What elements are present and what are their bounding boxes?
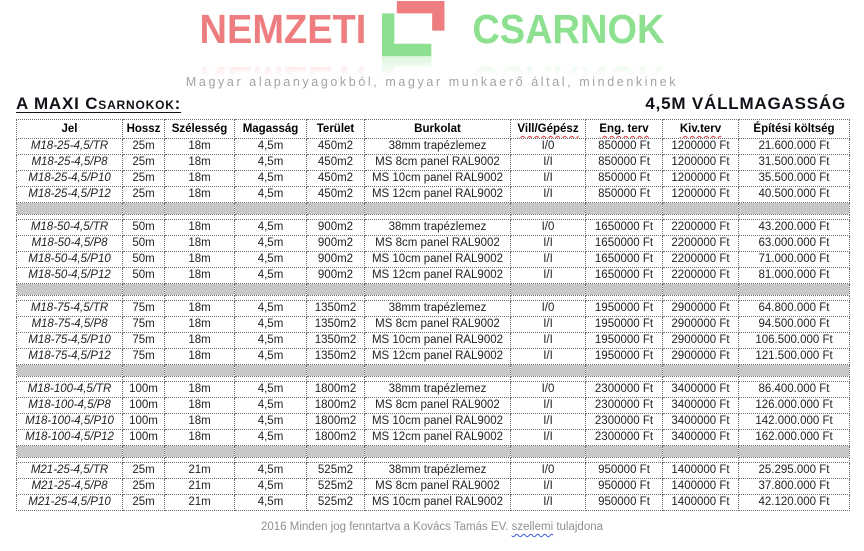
model-code-cell: M18-25-4,5/P8 [17, 155, 123, 171]
table-row [17, 479, 850, 495]
separator-cell [123, 284, 165, 296]
separator-cell [739, 203, 850, 215]
table-cell: 4,5m [235, 301, 307, 317]
table-cell: I/0 [511, 463, 586, 479]
separator-cell [235, 284, 307, 296]
table-cell: 2300000 Ft [586, 398, 663, 414]
table-cell: 1200000 Ft [663, 187, 739, 203]
separator-cell [307, 203, 365, 215]
table-cell: 94.500.000 Ft [739, 317, 850, 333]
table-cell: MS 8cm panel RAL9002 [365, 155, 511, 171]
table-cell: 71.000.000 Ft [739, 252, 850, 268]
table-row [17, 414, 850, 430]
separator-cell [365, 284, 511, 296]
separator-cell [739, 284, 850, 296]
table-cell: 525m2 [307, 495, 365, 511]
separator-cell [586, 284, 663, 296]
table-cell: 850000 Ft [586, 187, 663, 203]
table-cell: 18m [165, 382, 235, 398]
table-cell: I/I [511, 333, 586, 349]
table-cell: 1350m2 [307, 301, 365, 317]
separator-cell [123, 446, 165, 458]
group-separator-row [17, 203, 850, 215]
table-cell: 63.000.000 Ft [739, 236, 850, 252]
table-row [17, 171, 850, 187]
table-row [17, 495, 850, 511]
group-separator-row [17, 446, 850, 458]
table-cell: 18m [165, 155, 235, 171]
table-cell: 18m [165, 301, 235, 317]
table-cell: MS 12cm panel RAL9002 [365, 349, 511, 365]
table-cell: 2900000 Ft [663, 333, 739, 349]
copyright-footer [0, 521, 864, 533]
table-cell: I/I [511, 414, 586, 430]
table-cell: 4,5m [235, 236, 307, 252]
table-cell: 1950000 Ft [586, 349, 663, 365]
table-cell: 450m2 [307, 155, 365, 171]
separator-cell [17, 203, 123, 215]
table-cell: 2200000 Ft [663, 220, 739, 236]
section-title-left: A MAXI Csarnokok: [16, 94, 182, 113]
table-cell: 18m [165, 252, 235, 268]
footer-text-pre: 2016 Minden jog fenntartva a Kovács Tamás EV. [260, 521, 512, 533]
separator-cell [511, 446, 586, 458]
separator-cell [235, 446, 307, 458]
table-cell: 1950000 Ft [586, 301, 663, 317]
table-cell: 162.000.000 Ft [739, 430, 850, 446]
separator-cell [235, 365, 307, 377]
table-row [17, 317, 850, 333]
table-cell: 21.600.000 Ft [739, 139, 850, 155]
separator-cell [123, 203, 165, 215]
table-cell: 100m [123, 398, 165, 414]
table-cell: 25m [123, 479, 165, 495]
table-cell: MS 12cm panel RAL9002 [365, 268, 511, 284]
table-cell: 25m [123, 495, 165, 511]
table-cell: 3400000 Ft [663, 430, 739, 446]
model-code-cell: M18-50-4,5/P8 [17, 236, 123, 252]
table-cell: 4,5m [235, 252, 307, 268]
table-cell: I/I [511, 495, 586, 511]
table-cell: I/I [511, 398, 586, 414]
table-cell: 25m [123, 171, 165, 187]
table-row [17, 155, 850, 171]
column-header: Magasság [235, 120, 307, 139]
table-cell: 2900000 Ft [663, 317, 739, 333]
table-row [17, 220, 850, 236]
table-cell: 50m [123, 236, 165, 252]
table-cell: 142.000.000 Ft [739, 414, 850, 430]
table-cell: 950000 Ft [586, 479, 663, 495]
table-cell: MS 10cm panel RAL9002 [365, 414, 511, 430]
table-cell: 21m [165, 479, 235, 495]
separator-cell [17, 284, 123, 296]
model-code-cell: M18-25-4,5/TR [17, 139, 123, 155]
column-header: Szélesség [165, 120, 235, 139]
table-cell: MS 8cm panel RAL9002 [365, 398, 511, 414]
model-code-cell: M18-25-4,5/P12 [17, 187, 123, 203]
table-row [17, 333, 850, 349]
table-cell: 50m [123, 268, 165, 284]
table-cell: 1950000 Ft [586, 333, 663, 349]
pricing-table [16, 119, 850, 511]
table-row [17, 301, 850, 317]
table-cell: 37.800.000 Ft [739, 479, 850, 495]
table-cell: 2200000 Ft [663, 236, 739, 252]
table-cell: 2900000 Ft [663, 301, 739, 317]
logo [200, 2, 665, 58]
table-cell: 31.500.000 Ft [739, 155, 850, 171]
table-cell: 4,5m [235, 268, 307, 284]
table-cell: 21m [165, 463, 235, 479]
table-cell: 2300000 Ft [586, 430, 663, 446]
table-cell: 100m [123, 382, 165, 398]
table-cell: 75m [123, 349, 165, 365]
table-cell: 950000 Ft [586, 495, 663, 511]
table-cell: 450m2 [307, 187, 365, 203]
table-cell: 4,5m [235, 171, 307, 187]
table-cell: 4,5m [235, 479, 307, 495]
table-cell: 4,5m [235, 463, 307, 479]
table-cell: MS 12cm panel RAL9002 [365, 187, 511, 203]
table-cell: 900m2 [307, 236, 365, 252]
table-row [17, 382, 850, 398]
table-row [17, 398, 850, 414]
logo-word-csarnok: CSARNOK [472, 7, 665, 53]
table-cell: 1350m2 [307, 333, 365, 349]
table-cell: 4,5m [235, 187, 307, 203]
model-code-cell: M18-50-4,5/TR [17, 220, 123, 236]
model-code-cell: M21-25-4,5/P10 [17, 495, 123, 511]
table-cell: 18m [165, 139, 235, 155]
table-cell: 18m [165, 187, 235, 203]
table-cell: 50m [123, 220, 165, 236]
table-cell: 4,5m [235, 155, 307, 171]
separator-cell [307, 446, 365, 458]
table-cell: 450m2 [307, 139, 365, 155]
table-cell: 21m [165, 495, 235, 511]
model-code-cell: M18-100-4,5/P10 [17, 414, 123, 430]
table-cell: 25m [123, 463, 165, 479]
table-cell: I/I [511, 252, 586, 268]
separator-cell [511, 203, 586, 215]
table-cell: 81.000.000 Ft [739, 268, 850, 284]
table-cell: MS 8cm panel RAL9002 [365, 317, 511, 333]
separator-cell [235, 203, 307, 215]
table-row [17, 463, 850, 479]
table-cell: 1800m2 [307, 398, 365, 414]
table-cell: 18m [165, 220, 235, 236]
table-cell: 38mm trapézlemez [365, 382, 511, 398]
table-cell: 1200000 Ft [663, 139, 739, 155]
model-code-cell: M21-25-4,5/TR [17, 463, 123, 479]
column-header: Terület [307, 120, 365, 139]
table-cell: 75m [123, 333, 165, 349]
section-title-row [16, 94, 846, 114]
table-cell: 25.295.000 Ft [739, 463, 850, 479]
model-code-cell: M18-75-4,5/TR [17, 301, 123, 317]
table-cell: 525m2 [307, 479, 365, 495]
table-row [17, 430, 850, 446]
table-cell: 4,5m [235, 398, 307, 414]
table-cell: 4,5m [235, 349, 307, 365]
table-cell: MS 10cm panel RAL9002 [365, 252, 511, 268]
logo-mark-icon [382, 0, 456, 58]
table-cell: 18m [165, 430, 235, 446]
model-code-cell: M18-100-4,5/P8 [17, 398, 123, 414]
table-cell: I/I [511, 155, 586, 171]
separator-cell [365, 446, 511, 458]
table-cell: I/0 [511, 301, 586, 317]
table-cell: 1800m2 [307, 382, 365, 398]
table-cell: I/I [511, 187, 586, 203]
separator-cell [586, 203, 663, 215]
separator-cell [307, 284, 365, 296]
logo-tagline: Magyar alapanyagokból, magyar munkaerő által, mindenkinek [185, 75, 679, 89]
table-cell: 64.800.000 Ft [739, 301, 850, 317]
section-title-right: 4,5M VÁLLMAGASSÁG [645, 94, 846, 113]
model-code-cell: M18-50-4,5/P10 [17, 252, 123, 268]
separator-cell [165, 203, 235, 215]
column-header: Építési költség [739, 120, 850, 139]
separator-cell [511, 365, 586, 377]
separator-cell [165, 365, 235, 377]
table-cell: 450m2 [307, 171, 365, 187]
separator-cell [739, 365, 850, 377]
logo-header [0, 0, 864, 89]
table-cell: 3400000 Ft [663, 382, 739, 398]
separator-cell [17, 446, 123, 458]
table-cell: 18m [165, 349, 235, 365]
table-cell: 2200000 Ft [663, 268, 739, 284]
table-cell: 525m2 [307, 463, 365, 479]
table-cell: 4,5m [235, 414, 307, 430]
table-cell: 1650000 Ft [586, 220, 663, 236]
table-cell: MS 12cm panel RAL9002 [365, 430, 511, 446]
separator-cell [586, 446, 663, 458]
table-cell: 850000 Ft [586, 171, 663, 187]
group-separator-row [17, 365, 850, 377]
table-cell: 35.500.000 Ft [739, 171, 850, 187]
table-cell: 850000 Ft [586, 155, 663, 171]
table-cell: 38mm trapézlemez [365, 139, 511, 155]
footer-flagged-word: szellemi [511, 521, 554, 533]
table-cell: 4,5m [235, 495, 307, 511]
table-cell: 106.500.000 Ft [739, 333, 850, 349]
table-cell: MS 8cm panel RAL9002 [365, 479, 511, 495]
table-cell: I/0 [511, 382, 586, 398]
column-header: Eng. terv [586, 120, 663, 139]
table-cell: 43.200.000 Ft [739, 220, 850, 236]
table-cell: 900m2 [307, 220, 365, 236]
table-cell: 1200000 Ft [663, 171, 739, 187]
model-code-cell: M18-75-4,5/P8 [17, 317, 123, 333]
table-cell: 18m [165, 236, 235, 252]
table-cell: I/0 [511, 220, 586, 236]
table-cell: 121.500.000 Ft [739, 349, 850, 365]
table-cell: 2200000 Ft [663, 252, 739, 268]
table-cell: 3400000 Ft [663, 398, 739, 414]
column-header: Burkolat [365, 120, 511, 139]
model-code-cell: M18-75-4,5/P10 [17, 333, 123, 349]
table-cell: I/I [511, 236, 586, 252]
table-cell: MS 10cm panel RAL9002 [365, 171, 511, 187]
table-cell: 2300000 Ft [586, 414, 663, 430]
table-cell: 1650000 Ft [586, 252, 663, 268]
table-cell: 4,5m [235, 317, 307, 333]
table-cell: I/0 [511, 139, 586, 155]
table-row [17, 139, 850, 155]
table-cell: 1650000 Ft [586, 268, 663, 284]
table-cell: 18m [165, 333, 235, 349]
model-code-cell: M21-25-4,5/P8 [17, 479, 123, 495]
table-cell: 38mm trapézlemez [365, 301, 511, 317]
table-cell: 100m [123, 430, 165, 446]
table-cell: 18m [165, 398, 235, 414]
table-cell: 950000 Ft [586, 463, 663, 479]
table-cell: 18m [165, 171, 235, 187]
table-cell: 850000 Ft [586, 139, 663, 155]
model-code-cell: M18-75-4,5/P12 [17, 349, 123, 365]
table-cell: I/I [511, 317, 586, 333]
separator-cell [739, 446, 850, 458]
table-cell: 126.000.000 Ft [739, 398, 850, 414]
table-cell: 900m2 [307, 268, 365, 284]
column-header: Vill/Gépész [511, 120, 586, 139]
model-code-cell: M18-25-4,5/P10 [17, 171, 123, 187]
model-code-cell: M18-50-4,5/P12 [17, 268, 123, 284]
column-header: Jel [17, 120, 123, 139]
table-cell: MS 8cm panel RAL9002 [365, 236, 511, 252]
table-cell: 40.500.000 Ft [739, 187, 850, 203]
table-cell: 1400000 Ft [663, 463, 739, 479]
table-cell: 4,5m [235, 220, 307, 236]
table-cell: 38mm trapézlemez [365, 463, 511, 479]
separator-cell [17, 365, 123, 377]
table-cell: 50m [123, 252, 165, 268]
table-row [17, 349, 850, 365]
table-cell: I/I [511, 171, 586, 187]
table-cell: 1200000 Ft [663, 155, 739, 171]
table-cell: 3400000 Ft [663, 414, 739, 430]
separator-cell [165, 446, 235, 458]
table-row [17, 236, 850, 252]
table-cell: MS 10cm panel RAL9002 [365, 333, 511, 349]
table-header-row [17, 120, 850, 139]
table-cell: 42.120.000 Ft [739, 495, 850, 511]
model-code-cell: M18-100-4,5/P12 [17, 430, 123, 446]
table-cell: 18m [165, 414, 235, 430]
table-cell: 1350m2 [307, 317, 365, 333]
table-cell: 4,5m [235, 430, 307, 446]
table-cell: 1650000 Ft [586, 236, 663, 252]
table-cell: 86.400.000 Ft [739, 382, 850, 398]
column-header: Kiv.terv [663, 120, 739, 139]
table-cell: 1400000 Ft [663, 479, 739, 495]
table-cell: 4,5m [235, 382, 307, 398]
table-cell: 25m [123, 155, 165, 171]
table-cell: 1400000 Ft [663, 495, 739, 511]
table-cell: 2900000 Ft [663, 349, 739, 365]
separator-cell [586, 365, 663, 377]
separator-cell [365, 203, 511, 215]
separator-cell [663, 203, 739, 215]
separator-cell [123, 365, 165, 377]
table-cell: MS 10cm panel RAL9002 [365, 495, 511, 511]
separator-cell [165, 284, 235, 296]
table-row [17, 268, 850, 284]
table-row [17, 187, 850, 203]
table-cell: 4,5m [235, 333, 307, 349]
table-cell: 100m [123, 414, 165, 430]
table-cell: 38mm trapézlemez [365, 220, 511, 236]
table-cell: 1800m2 [307, 430, 365, 446]
separator-cell [511, 284, 586, 296]
table-cell: 900m2 [307, 252, 365, 268]
table-cell: I/I [511, 430, 586, 446]
separator-cell [663, 365, 739, 377]
table-cell: 25m [123, 187, 165, 203]
separator-cell [663, 284, 739, 296]
table-cell: 18m [165, 317, 235, 333]
footer-text-post: tulajdona [553, 521, 604, 533]
separator-cell [663, 446, 739, 458]
table-cell: 1350m2 [307, 349, 365, 365]
table-cell: 1950000 Ft [586, 317, 663, 333]
table-cell: 1800m2 [307, 414, 365, 430]
table-cell: 4,5m [235, 139, 307, 155]
table-cell: 18m [165, 268, 235, 284]
table-cell: 75m [123, 301, 165, 317]
column-header: Hossz [123, 120, 165, 139]
table-cell: I/I [511, 268, 586, 284]
group-separator-row [17, 284, 850, 296]
separator-cell [365, 365, 511, 377]
logo-word-nemzeti: NEMZETI [199, 7, 367, 53]
table-row [17, 252, 850, 268]
model-code-cell: M18-100-4,5/TR [17, 382, 123, 398]
table-cell: 2300000 Ft [586, 382, 663, 398]
separator-cell [307, 365, 365, 377]
table-cell: I/I [511, 349, 586, 365]
table-cell: I/I [511, 479, 586, 495]
table-cell: 25m [123, 139, 165, 155]
table-cell: 75m [123, 317, 165, 333]
